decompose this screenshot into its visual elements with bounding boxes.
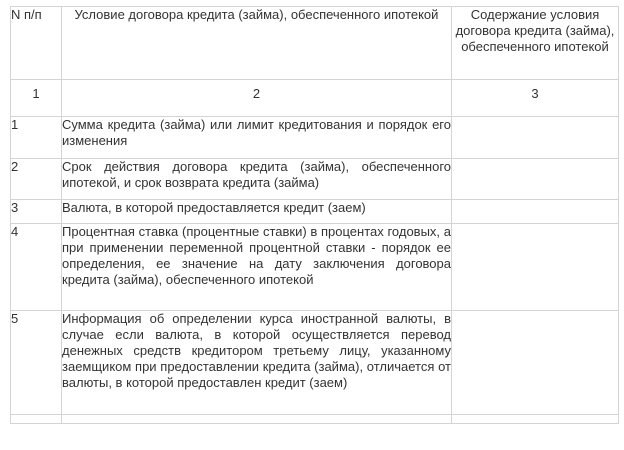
column-number-2: 2 — [62, 80, 452, 117]
row-condition — [62, 415, 452, 424]
row-condition: Валюта, в которой предоставляется кредит (заем) — [62, 200, 452, 224]
table-row-partial — [11, 415, 619, 424]
row-content — [452, 224, 619, 311]
row-content — [452, 311, 619, 415]
row-number: 2 — [11, 159, 62, 200]
row-number: 1 — [11, 117, 62, 159]
row-condition: Процентная ставка (процентные ставки) в процентах годовых, а при применении переменной процентной ставки - порядок ее определения, ее значение на дату заключения договора кредита (займа), обеспеченного ипотекой — [62, 224, 452, 311]
row-number: 3 — [11, 200, 62, 224]
row-content — [452, 159, 619, 200]
table-row — [11, 117, 619, 159]
table-row — [11, 159, 619, 200]
row-content — [452, 415, 619, 424]
row-content — [452, 200, 619, 224]
row-content — [452, 117, 619, 159]
row-number: 4 — [11, 224, 62, 311]
table-header-row — [11, 7, 619, 80]
row-condition: Сумма кредита (займа) или лимит кредитования и порядок его изменения — [62, 117, 452, 159]
row-condition: Информация об определении курса иностранной валюты, в случае если валюта, в которой осуществляется перевод денежных средств кредитором третьему лицу, указанному заемщиком при предоставлении кредита (займа), отличается от валюты, в которой предоставлен кредит (заем) — [62, 311, 452, 415]
header-condition-cell: Условие договора кредита (займа), обеспеченного ипотекой — [62, 7, 452, 80]
column-number-3: 3 — [452, 80, 619, 117]
table-row — [11, 224, 619, 311]
column-number-1: 1 — [11, 80, 62, 117]
table-row — [11, 311, 619, 415]
column-number-row — [11, 80, 619, 117]
header-num-cell: N п/п — [11, 7, 62, 80]
row-condition: Срок действия договора кредита (займа), обеспеченного ипотекой, и срок возврата кредита (займа) — [62, 159, 452, 200]
row-number: 5 — [11, 311, 62, 415]
table-row — [11, 200, 619, 224]
header-content-cell: Содержание условия договора кредита (займа), обеспеченного ипотекой — [452, 7, 619, 80]
row-number — [11, 415, 62, 424]
loan-conditions-table — [10, 6, 619, 424]
